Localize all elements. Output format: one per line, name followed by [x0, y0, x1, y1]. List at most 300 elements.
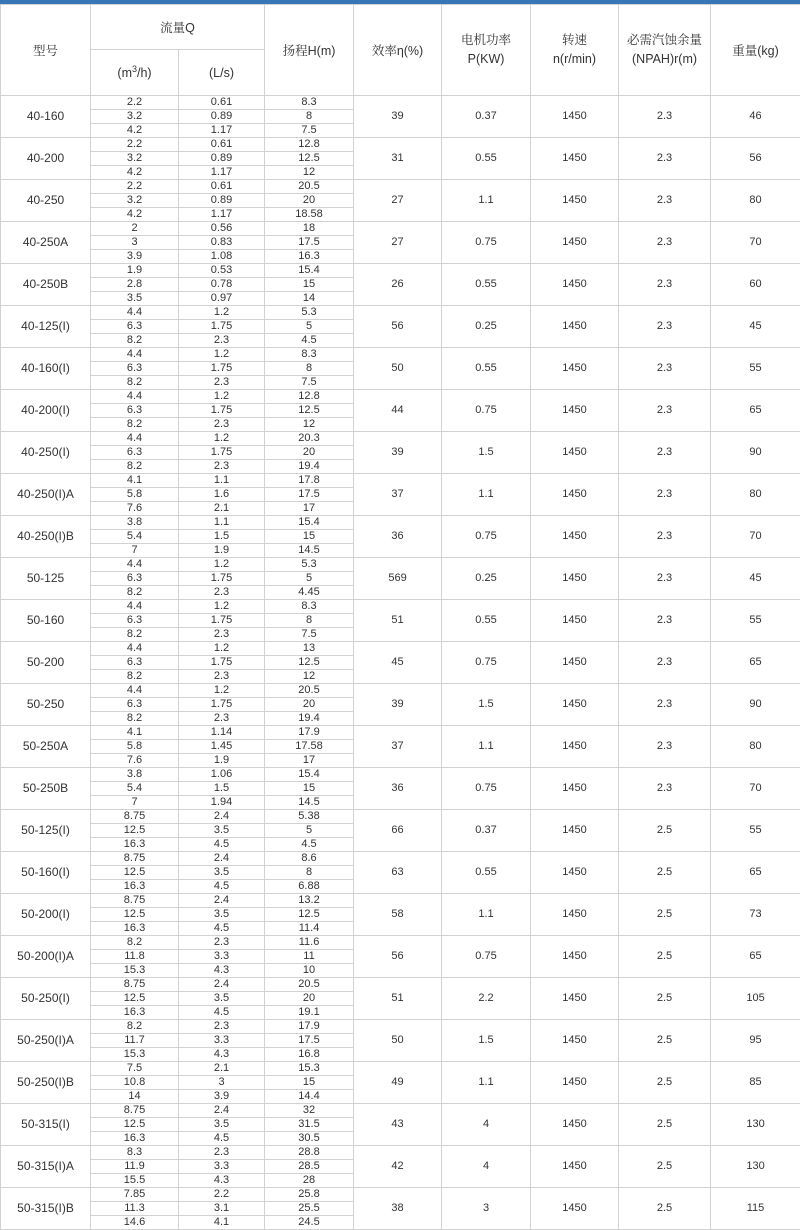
speed-cell: 1450: [531, 306, 619, 348]
head-cell: 20.5: [265, 978, 354, 992]
efficiency-cell: 37: [354, 726, 442, 768]
head-cell: 5.3: [265, 558, 354, 572]
flow-m3h-cell: 3.8: [91, 516, 179, 530]
model-cell: 50-250A: [1, 726, 91, 768]
flow-m3h-cell: 4.1: [91, 474, 179, 488]
flow-ls-cell: 3.1: [179, 1202, 265, 1216]
head-cell: 17.58: [265, 740, 354, 754]
flow-ls-cell: 2.3: [179, 376, 265, 390]
head-cell: 13.2: [265, 894, 354, 908]
motor-power-cell: 0.37: [442, 96, 531, 138]
motor-power-cell: 4: [442, 1146, 531, 1188]
speed-cell: 1450: [531, 1188, 619, 1230]
speed-cell: 1450: [531, 390, 619, 432]
flow-m3h-cell: 8.75: [91, 852, 179, 866]
motor-power-cell: 1.5: [442, 432, 531, 474]
head-cell: 12.8: [265, 138, 354, 152]
header-npsh-line2: (NPAH)r(m): [619, 50, 710, 69]
flow-m3h-cell: 3: [91, 236, 179, 250]
motor-power-cell: 1.1: [442, 1062, 531, 1104]
flow-ls-cell: 2.4: [179, 852, 265, 866]
efficiency-cell: 43: [354, 1104, 442, 1146]
flow-ls-cell: 1.1: [179, 474, 265, 488]
flow-ls-cell: 1.5: [179, 530, 265, 544]
head-cell: 13: [265, 642, 354, 656]
flow-m3h-cell: 6.3: [91, 656, 179, 670]
head-cell: 18: [265, 222, 354, 236]
head-cell: 17: [265, 754, 354, 768]
flow-ls-cell: 2.3: [179, 334, 265, 348]
flow-ls-cell: 1.75: [179, 446, 265, 460]
model-cell: 40-250A: [1, 222, 91, 264]
head-cell: 17.8: [265, 474, 354, 488]
flow-ls-cell: 1.1: [179, 516, 265, 530]
speed-cell: 1450: [531, 1146, 619, 1188]
motor-power-cell: 0.25: [442, 558, 531, 600]
flow-ls-cell: 3.5: [179, 908, 265, 922]
flow-ls-cell: 2.4: [179, 978, 265, 992]
weight-cell: 80: [711, 726, 800, 768]
header-weight: 重量(kg): [711, 5, 800, 96]
model-cell: 40-200: [1, 138, 91, 180]
speed-cell: 1450: [531, 894, 619, 936]
flow-ls-cell: 4.5: [179, 838, 265, 852]
head-cell: 20.5: [265, 684, 354, 698]
flow-ls-cell: 2.3: [179, 460, 265, 474]
head-cell: 32: [265, 1104, 354, 1118]
weight-cell: 45: [711, 558, 800, 600]
npsh-cell: 2.3: [619, 306, 711, 348]
header-motor-power-line2: P(KW): [442, 50, 530, 69]
flow-ls-cell: 0.78: [179, 278, 265, 292]
flow-ls-cell: 2.4: [179, 894, 265, 908]
model-block-row-1: [1, 894, 800, 908]
efficiency-cell: 51: [354, 600, 442, 642]
flow-m3h-cell: 16.3: [91, 838, 179, 852]
flow-ls-cell: 1.45: [179, 740, 265, 754]
head-cell: 25.5: [265, 1202, 354, 1216]
model-cell: 50-125(I): [1, 810, 91, 852]
speed-cell: 1450: [531, 936, 619, 978]
npsh-cell: 2.5: [619, 1146, 711, 1188]
speed-cell: 1450: [531, 264, 619, 306]
flow-ls-cell: 0.97: [179, 292, 265, 306]
head-cell: 12.5: [265, 656, 354, 670]
head-cell: 15.4: [265, 768, 354, 782]
header-npsh-line1: 必需汽蚀余量: [619, 31, 710, 50]
flow-m3h-cell: 11.7: [91, 1034, 179, 1048]
model-cell: 50-160: [1, 600, 91, 642]
weight-cell: 90: [711, 684, 800, 726]
npsh-cell: 2.5: [619, 894, 711, 936]
model-block-row-1: [1, 96, 800, 110]
flow-m3h-cell: 5.8: [91, 740, 179, 754]
model-block-row-1: [1, 516, 800, 530]
flow-m3h-cell: 8.2: [91, 712, 179, 726]
head-cell: 20: [265, 992, 354, 1006]
flow-m3h-cell: 6.3: [91, 698, 179, 712]
head-cell: 14.5: [265, 544, 354, 558]
flow-m3h-cell: 8.3: [91, 1146, 179, 1160]
head-cell: 4.5: [265, 334, 354, 348]
model-cell: 50-200(I)A: [1, 936, 91, 978]
model-cell: 40-250: [1, 180, 91, 222]
npsh-cell: 2.3: [619, 558, 711, 600]
header-flow-m3h: [91, 50, 179, 96]
flow-m3h-cell: 11.8: [91, 950, 179, 964]
model-cell: 40-160: [1, 96, 91, 138]
flow-ls-cell: 0.61: [179, 96, 265, 110]
flow-m3h-cell: 4.4: [91, 642, 179, 656]
head-cell: 14.4: [265, 1090, 354, 1104]
model-cell: 50-250(I)A: [1, 1020, 91, 1062]
npsh-cell: 2.5: [619, 852, 711, 894]
model-block-row-1: [1, 684, 800, 698]
weight-cell: 130: [711, 1146, 800, 1188]
flow-ls-cell: 1.5: [179, 782, 265, 796]
motor-power-cell: 0.55: [442, 600, 531, 642]
flow-m3h-cell: 12.5: [91, 866, 179, 880]
model-block-row-1: [1, 348, 800, 362]
flow-m3h-cell: 4.4: [91, 390, 179, 404]
flow-m3h-cell: 12.5: [91, 1118, 179, 1132]
model-block-row-1: [1, 936, 800, 950]
header-motor-power-line1: 电机功率: [442, 31, 530, 50]
flow-ls-cell: 4.3: [179, 964, 265, 978]
weight-cell: 65: [711, 642, 800, 684]
efficiency-cell: 37: [354, 474, 442, 516]
head-cell: 8: [265, 614, 354, 628]
motor-power-cell: 0.55: [442, 348, 531, 390]
head-cell: 14.5: [265, 796, 354, 810]
flow-ls-cell: 3: [179, 1076, 265, 1090]
efficiency-cell: 39: [354, 96, 442, 138]
head-cell: 8.3: [265, 348, 354, 362]
speed-cell: 1450: [531, 1020, 619, 1062]
speed-cell: 1450: [531, 348, 619, 390]
npsh-cell: 2.3: [619, 432, 711, 474]
flow-ls-cell: 2.2: [179, 1188, 265, 1202]
flow-m3h-cell: 11.9: [91, 1160, 179, 1174]
weight-cell: 56: [711, 138, 800, 180]
header-model: 型号: [1, 5, 91, 96]
head-cell: 20.3: [265, 432, 354, 446]
flow-ls-cell: 0.89: [179, 152, 265, 166]
flow-m3h-cell: 3.5: [91, 292, 179, 306]
flow-ls-cell: 0.89: [179, 110, 265, 124]
model-block-row-1: [1, 264, 800, 278]
flow-m3h-cell: 10.8: [91, 1076, 179, 1090]
header-flow-ls: (L/s): [179, 50, 265, 96]
flow-ls-cell: 0.61: [179, 180, 265, 194]
flow-ls-cell: 2.3: [179, 1020, 265, 1034]
flow-m3h-cell: 4.2: [91, 166, 179, 180]
flow-ls-cell: 3.5: [179, 866, 265, 880]
flow-m3h-cell: 8.75: [91, 978, 179, 992]
head-cell: 4.45: [265, 586, 354, 600]
head-cell: 17.9: [265, 1020, 354, 1034]
flow-m3h-cell: 7.5: [91, 1062, 179, 1076]
head-cell: 7.5: [265, 628, 354, 642]
flow-m3h-cell: 3.2: [91, 194, 179, 208]
flow-ls-cell: 4.5: [179, 880, 265, 894]
efficiency-cell: 42: [354, 1146, 442, 1188]
model-block-row-1: [1, 1188, 800, 1202]
npsh-cell: 2.5: [619, 936, 711, 978]
head-cell: 16.3: [265, 250, 354, 264]
efficiency-cell: 31: [354, 138, 442, 180]
weight-cell: 60: [711, 264, 800, 306]
model-cell: 40-250B: [1, 264, 91, 306]
speed-cell: 1450: [531, 600, 619, 642]
flow-ls-cell: 4.1: [179, 1216, 265, 1230]
flow-ls-cell: 2.1: [179, 1062, 265, 1076]
motor-power-cell: 0.75: [442, 768, 531, 810]
flow-ls-cell: 2.4: [179, 810, 265, 824]
head-cell: 17.5: [265, 1034, 354, 1048]
model-block-row-1: [1, 138, 800, 152]
head-cell: 12.5: [265, 908, 354, 922]
header-efficiency: 效率η(%): [354, 5, 442, 96]
model-cell: 40-250(I)A: [1, 474, 91, 516]
model-cell: 50-250(I): [1, 978, 91, 1020]
flow-ls-cell: 1.17: [179, 124, 265, 138]
flow-m3h-cell: 2.2: [91, 180, 179, 194]
flow-ls-cell: 3.3: [179, 1160, 265, 1174]
flow-ls-cell: 3.5: [179, 992, 265, 1006]
motor-power-cell: 0.37: [442, 810, 531, 852]
efficiency-cell: 39: [354, 684, 442, 726]
efficiency-cell: 27: [354, 222, 442, 264]
motor-power-cell: 3: [442, 1188, 531, 1230]
motor-power-cell: 0.75: [442, 936, 531, 978]
flow-ls-cell: 1.2: [179, 558, 265, 572]
weight-cell: 65: [711, 936, 800, 978]
flow-m3h-cell: 7.6: [91, 754, 179, 768]
head-cell: 5: [265, 320, 354, 334]
flow-m3h-cell: 8.75: [91, 810, 179, 824]
weight-cell: 70: [711, 222, 800, 264]
flow-m3h-cell: 8.2: [91, 586, 179, 600]
speed-cell: 1450: [531, 726, 619, 768]
header-flow-m3h-suffix: /h): [137, 67, 152, 81]
flow-ls-cell: 0.56: [179, 222, 265, 236]
motor-power-cell: 4: [442, 1104, 531, 1146]
flow-ls-cell: 1.2: [179, 684, 265, 698]
weight-cell: 95: [711, 1020, 800, 1062]
npsh-cell: 2.5: [619, 1188, 711, 1230]
flow-m3h-cell: 8.2: [91, 376, 179, 390]
head-cell: 11.4: [265, 922, 354, 936]
flow-ls-cell: 1.08: [179, 250, 265, 264]
head-cell: 11: [265, 950, 354, 964]
flow-m3h-cell: 5.4: [91, 782, 179, 796]
motor-power-cell: 1.5: [442, 684, 531, 726]
head-cell: 14: [265, 292, 354, 306]
efficiency-cell: 56: [354, 306, 442, 348]
flow-m3h-cell: 3.9: [91, 250, 179, 264]
model-cell: 50-160(I): [1, 852, 91, 894]
model-cell: 40-250(I): [1, 432, 91, 474]
weight-cell: 105: [711, 978, 800, 1020]
head-cell: 6.88: [265, 880, 354, 894]
head-cell: 8.6: [265, 852, 354, 866]
head-cell: 12: [265, 418, 354, 432]
model-cell: 50-250B: [1, 768, 91, 810]
flow-m3h-cell: 2: [91, 222, 179, 236]
flow-m3h-cell: 14.6: [91, 1216, 179, 1230]
flow-m3h-cell: 5.8: [91, 488, 179, 502]
flow-ls-cell: 2.1: [179, 502, 265, 516]
speed-cell: 1450: [531, 684, 619, 726]
flow-m3h-cell: 16.3: [91, 1132, 179, 1146]
npsh-cell: 2.5: [619, 978, 711, 1020]
head-cell: 31.5: [265, 1118, 354, 1132]
flow-m3h-cell: 4.1: [91, 726, 179, 740]
head-cell: 5.38: [265, 810, 354, 824]
flow-m3h-cell: 6.3: [91, 614, 179, 628]
flow-ls-cell: 2.3: [179, 670, 265, 684]
flow-ls-cell: 1.2: [179, 432, 265, 446]
header-speed-line1: 转速: [531, 31, 618, 50]
efficiency-cell: 63: [354, 852, 442, 894]
efficiency-cell: 58: [354, 894, 442, 936]
flow-ls-cell: 1.94: [179, 796, 265, 810]
model-block-row-1: [1, 1146, 800, 1160]
weight-cell: 90: [711, 432, 800, 474]
head-cell: 30.5: [265, 1132, 354, 1146]
flow-ls-cell: 2.3: [179, 586, 265, 600]
head-cell: 25.8: [265, 1188, 354, 1202]
motor-power-cell: 0.55: [442, 852, 531, 894]
head-cell: 16.8: [265, 1048, 354, 1062]
head-cell: 12: [265, 166, 354, 180]
head-cell: 19.1: [265, 1006, 354, 1020]
efficiency-cell: 50: [354, 348, 442, 390]
flow-m3h-cell: 14: [91, 1090, 179, 1104]
head-cell: 15: [265, 278, 354, 292]
flow-ls-cell: 1.75: [179, 572, 265, 586]
flow-ls-cell: 1.2: [179, 600, 265, 614]
flow-ls-cell: 1.14: [179, 726, 265, 740]
model-block-row-1: [1, 432, 800, 446]
flow-ls-cell: 1.75: [179, 656, 265, 670]
flow-ls-cell: 1.17: [179, 166, 265, 180]
flow-ls-cell: 2.3: [179, 418, 265, 432]
flow-ls-cell: 0.83: [179, 236, 265, 250]
npsh-cell: 2.3: [619, 96, 711, 138]
flow-ls-cell: 1.2: [179, 306, 265, 320]
motor-power-cell: 0.75: [442, 222, 531, 264]
header-flow-m3h-prefix: (m: [117, 67, 132, 81]
motor-power-cell: 2.2: [442, 978, 531, 1020]
motor-power-cell: 1.1: [442, 474, 531, 516]
flow-m3h-cell: 4.4: [91, 684, 179, 698]
speed-cell: 1450: [531, 138, 619, 180]
flow-m3h-cell: 4.4: [91, 306, 179, 320]
flow-ls-cell: 1.06: [179, 768, 265, 782]
motor-power-cell: 0.55: [442, 264, 531, 306]
efficiency-cell: 56: [354, 936, 442, 978]
motor-power-cell: 1.1: [442, 180, 531, 222]
model-block-row-1: [1, 390, 800, 404]
header-speed-line2: n(r/min): [531, 50, 618, 69]
flow-ls-cell: 2.3: [179, 628, 265, 642]
model-block-row-1: [1, 810, 800, 824]
flow-ls-cell: 1.2: [179, 390, 265, 404]
weight-cell: 70: [711, 768, 800, 810]
weight-cell: 65: [711, 852, 800, 894]
speed-cell: 1450: [531, 852, 619, 894]
head-cell: 20: [265, 194, 354, 208]
npsh-cell: 2.3: [619, 768, 711, 810]
head-cell: 20: [265, 446, 354, 460]
head-cell: 8: [265, 866, 354, 880]
model-block-row-1: [1, 1062, 800, 1076]
weight-cell: 73: [711, 894, 800, 936]
flow-m3h-cell: 6.3: [91, 572, 179, 586]
npsh-cell: 2.5: [619, 1020, 711, 1062]
weight-cell: 130: [711, 1104, 800, 1146]
head-cell: 15.4: [265, 264, 354, 278]
efficiency-cell: 36: [354, 768, 442, 810]
model-block-row-1: [1, 852, 800, 866]
flow-m3h-cell: 15.5: [91, 1174, 179, 1188]
efficiency-cell: 569: [354, 558, 442, 600]
npsh-cell: 2.3: [619, 348, 711, 390]
efficiency-cell: 51: [354, 978, 442, 1020]
flow-m3h-cell: 2.2: [91, 138, 179, 152]
flow-m3h-cell: 8.2: [91, 670, 179, 684]
spec-table-body: [1, 96, 800, 1230]
flow-ls-cell: 1.75: [179, 614, 265, 628]
header-motor-power: [442, 5, 531, 96]
flow-ls-cell: 1.17: [179, 208, 265, 222]
motor-power-cell: 0.75: [442, 516, 531, 558]
head-cell: 11.6: [265, 936, 354, 950]
npsh-cell: 2.3: [619, 138, 711, 180]
flow-m3h-cell: 6.3: [91, 362, 179, 376]
flow-m3h-cell: 7.6: [91, 502, 179, 516]
flow-ls-cell: 3.5: [179, 1118, 265, 1132]
model-cell: 50-200(I): [1, 894, 91, 936]
npsh-cell: 2.3: [619, 516, 711, 558]
head-cell: 17: [265, 502, 354, 516]
head-cell: 15: [265, 782, 354, 796]
head-cell: 20: [265, 698, 354, 712]
flow-ls-cell: 2.3: [179, 1146, 265, 1160]
flow-m3h-cell: 8.2: [91, 936, 179, 950]
flow-m3h-cell: 8.2: [91, 418, 179, 432]
flow-m3h-cell: 4.4: [91, 600, 179, 614]
speed-cell: 1450: [531, 1062, 619, 1104]
flow-ls-cell: 4.3: [179, 1048, 265, 1062]
head-cell: 15: [265, 1076, 354, 1090]
flow-m3h-cell: 4.2: [91, 124, 179, 138]
flow-ls-cell: 3.3: [179, 1034, 265, 1048]
head-cell: 8.3: [265, 600, 354, 614]
head-cell: 17.5: [265, 236, 354, 250]
flow-m3h-cell: 12.5: [91, 824, 179, 838]
model-block-row-1: [1, 1104, 800, 1118]
model-block-row-1: [1, 726, 800, 740]
model-cell: 50-315(I)B: [1, 1188, 91, 1230]
header-speed: [531, 5, 619, 96]
flow-m3h-cell: 12.5: [91, 908, 179, 922]
speed-cell: 1450: [531, 222, 619, 264]
header-flow-m3h-sup: 3: [132, 64, 137, 74]
flow-m3h-cell: 8.75: [91, 894, 179, 908]
